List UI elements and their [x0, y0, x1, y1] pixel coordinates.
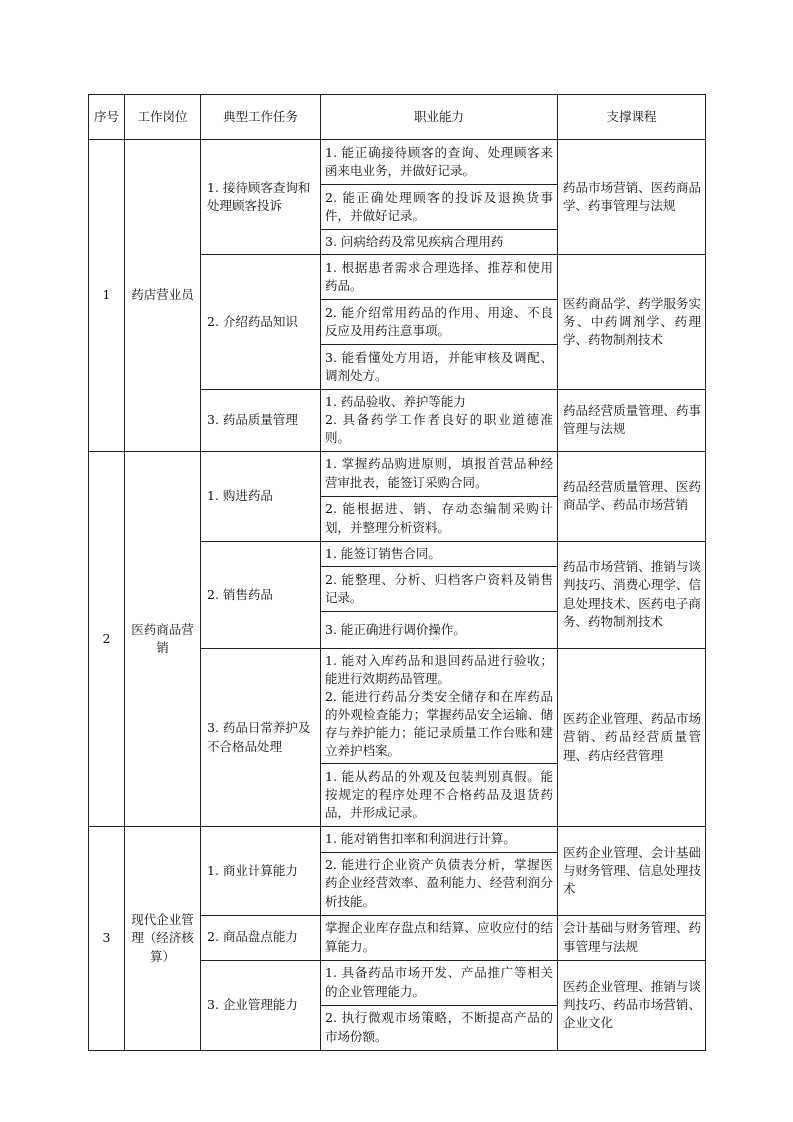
course-cell: 医药企业管理、会计基础与财务管理、信息处理技术: [558, 827, 706, 915]
course-cell: 药品市场营销、推销与谈判技巧、消费心理学、信息处理技术、医药电子商务、药物制剂技术: [558, 541, 706, 648]
curriculum-table: [88, 94, 706, 1051]
ability-cell: 2. 能进行企业资产负债表分析，掌握医药企业经营效率、盈利能力、经营利润分析技能。: [321, 852, 558, 915]
ability-cell: 掌握企业库存盘点和结算、应收应付的结算能力。: [321, 915, 558, 960]
header-task: 典型工作任务: [201, 95, 321, 140]
task-cell: 1. 商业计算能力: [201, 827, 321, 915]
ability-cell: 1. 具备药品市场开发、产品推广等相关的企业管理能力。: [321, 960, 558, 1005]
course-cell: 药品市场营销、医药商品学、药事管理与法规: [558, 140, 706, 255]
ability-cell: 2. 执行微观市场策略，不断提高产品的市场份额。: [321, 1005, 558, 1050]
task-cell: 1. 接待顾客查询和处理顾客投诉: [201, 140, 321, 255]
ability-cell: 2. 能根据进、销、存动态编制采购计划，并整理分析资料。: [321, 496, 558, 541]
task-cell: 3. 企业管理能力: [201, 960, 321, 1050]
job-post: 现代企业管理（经济核算）: [125, 827, 201, 1050]
header-no: 序号: [89, 95, 125, 140]
ability-cell: 1. 根据患者需求合理选择、推荐和使用药品。: [321, 255, 558, 300]
task-cell: 2. 介绍药品知识: [201, 255, 321, 390]
table-row: [89, 827, 706, 852]
table-row: [89, 140, 706, 185]
table-header-row: [89, 95, 706, 140]
header-ability: 职业能力: [321, 95, 558, 140]
course-cell: 医药商品学、药学服务实务、中药调剂学、药理学、药物制剂技术: [558, 255, 706, 390]
ability-cell: 1. 掌握药品购进原则，填报首营品种经营审批表，能签订采购合同。: [321, 451, 558, 496]
task-cell: 3. 药品质量管理: [201, 390, 321, 451]
ability-cell: 3. 问病给药及常见疾病合理用药: [321, 230, 558, 255]
ability-cell: 1. 药品验收、养护等能力 2. 具备药学工作者良好的职业道德准则。: [321, 390, 558, 451]
ability-cell: 2. 能整理、分析、归档客户资料及销售记录。: [321, 566, 558, 611]
ability-cell: 2. 能介绍常用药品的作用、用途、不良反应及用药注意事项。: [321, 300, 558, 345]
ability-cell: 1. 能从药品的外观及包装判别真假。能按规定的程序处理不合格药品及退货药品，并形成记录。: [321, 764, 558, 827]
header-post: 工作岗位: [125, 95, 201, 140]
ability-cell: 3. 能看懂处方用语，并能审核及调配、调剂处方。: [321, 345, 558, 390]
task-cell: 2. 商品盘点能力: [201, 915, 321, 960]
ability-cell: 1. 能对销售扣率和利润进行计算。: [321, 827, 558, 852]
job-post: 药店营业员: [125, 140, 201, 452]
course-cell: 药品经营质量管理、药事管理与法规: [558, 390, 706, 451]
course-cell: 药品经营质量管理、医药商品学、药品市场营销: [558, 451, 706, 541]
row-number: 3: [89, 827, 125, 1050]
row-number: 2: [89, 451, 125, 827]
course-cell: 医药企业管理、药品市场营销、药品经营质量管理、药店经营管理: [558, 648, 706, 827]
ability-cell: 1. 能对入库药品和退回药品进行验收；能进行效期药品管理。 2. 能进行药品分类安全储存和在库药品的外观检查能力；掌握药品安全运输、储存与养护能力；能记录质量工作台账和建立养护档案。: [321, 648, 558, 764]
job-post: 医药商品营销: [125, 451, 201, 827]
task-cell: 3. 药品日常养护及不合格品处理: [201, 648, 321, 827]
task-cell: 2. 销售药品: [201, 541, 321, 648]
ability-cell: 3. 能正确进行调价操作。: [321, 611, 558, 648]
course-cell: 医药企业管理、推销与谈判技巧、药品市场营销、企业文化: [558, 960, 706, 1050]
ability-cell: 1. 能签订销售合同。: [321, 541, 558, 566]
course-cell: 会计基础与财务管理、药事管理与法规: [558, 915, 706, 960]
row-number: 1: [89, 140, 125, 452]
task-cell: 1. 购进药品: [201, 451, 321, 541]
ability-cell: 2. 能正确处理顾客的投诉及退换货事件，并做好记录。: [321, 185, 558, 230]
table-row: [89, 451, 706, 496]
ability-cell: 1. 能正确接待顾客的查询、处理顾客来函来电业务，并做好记录。: [321, 140, 558, 185]
header-course: 支撑课程: [558, 95, 706, 140]
